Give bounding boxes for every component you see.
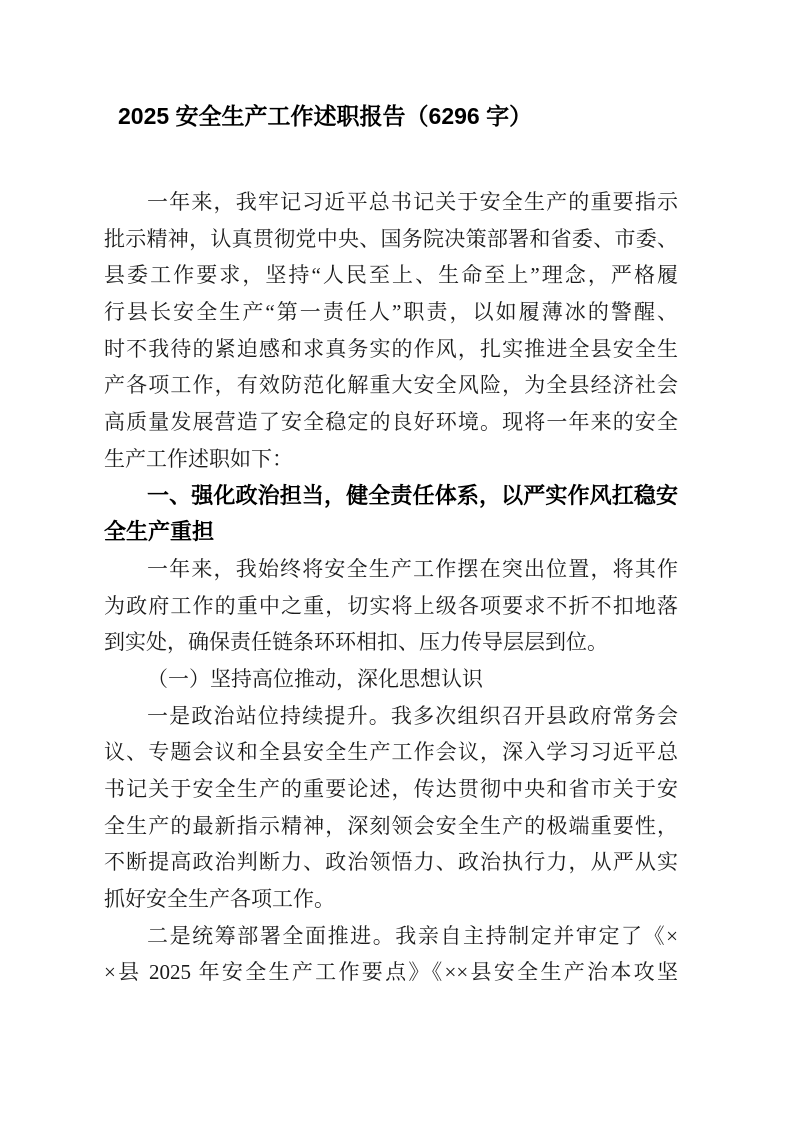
text-line: ×县 2025 年安全生产工作要点》《××县安全生产治本攻坚 [104,960,678,985]
text-line: 产各项工作，有效防范化解重大安全风险，为全县经济社会 [104,373,678,398]
text-line: 批示精神，认真贯彻党中央、国务院决策部署和省委、市委、 [104,226,678,251]
heading-line: 全生产重担 [104,519,215,545]
text-line: 高质量发展营造了安全稳定的良好环境。现将一年来的安全 [104,410,678,435]
text-line: 抓好安全生产各项工作。 [104,887,335,912]
text-line: 生产工作述职如下： [104,446,293,471]
text-line: 时不我待的紧迫感和求真务实的作风，扎实推进全县安全生 [104,336,678,361]
text-line: 一年来，我牢记习近平总书记关于安全生产的重要指示 [147,190,678,214]
sub-heading-line: （一）坚持高位推动，深化思想认识 [147,666,483,691]
text-line: 到实处，确保责任链条环环相扣、压力传导层层到位。 [104,630,608,655]
sub-heading-1 [104,661,678,698]
section-heading-1 [104,478,678,551]
text-line: 县委工作要求，坚持“人民至上、生命至上”理念，严格履 [104,263,678,288]
text-line: 书记关于安全生产的重要论述，传达贯彻中央和省市关于安 [104,777,678,801]
paragraph-intro [104,184,678,478]
text-line: 全生产的最新指示精神，深刻领会安全生产的极端重要性， [104,813,678,838]
text-line: 二是统筹部署全面推进。我亲自主持制定并审定了《× [147,923,678,948]
paragraph-political-position [104,698,678,918]
paragraph-overall-deployment [104,918,678,991]
document-title: 2025 安全生产工作述职报告（6296 字） [118,103,533,129]
text-line: 一是政治站位持续提升。我多次组织召开县政府常务会 [147,703,678,728]
text-line: 一年来，我始终将安全生产工作摆在突出位置，将其作 [147,556,678,581]
text-line: 行县长安全生产“第一责任人”职责，以如履薄冰的警醒、 [104,300,678,325]
paragraph-responsibility [104,551,678,661]
heading-line: 一、强化政治担当，健全责任体系，以严实作风扛稳安 [147,482,678,508]
document-body [104,98,678,991]
text-line: 为政府工作的重中之重，切实将上级各项要求不折不扣地落 [104,593,678,618]
text-line: 不断提高政治判断力、政治领悟力、政治执行力，从严从实 [104,850,678,875]
text-line: 议、专题会议和全县安全生产工作会议，深入学习习近平总 [104,740,678,765]
